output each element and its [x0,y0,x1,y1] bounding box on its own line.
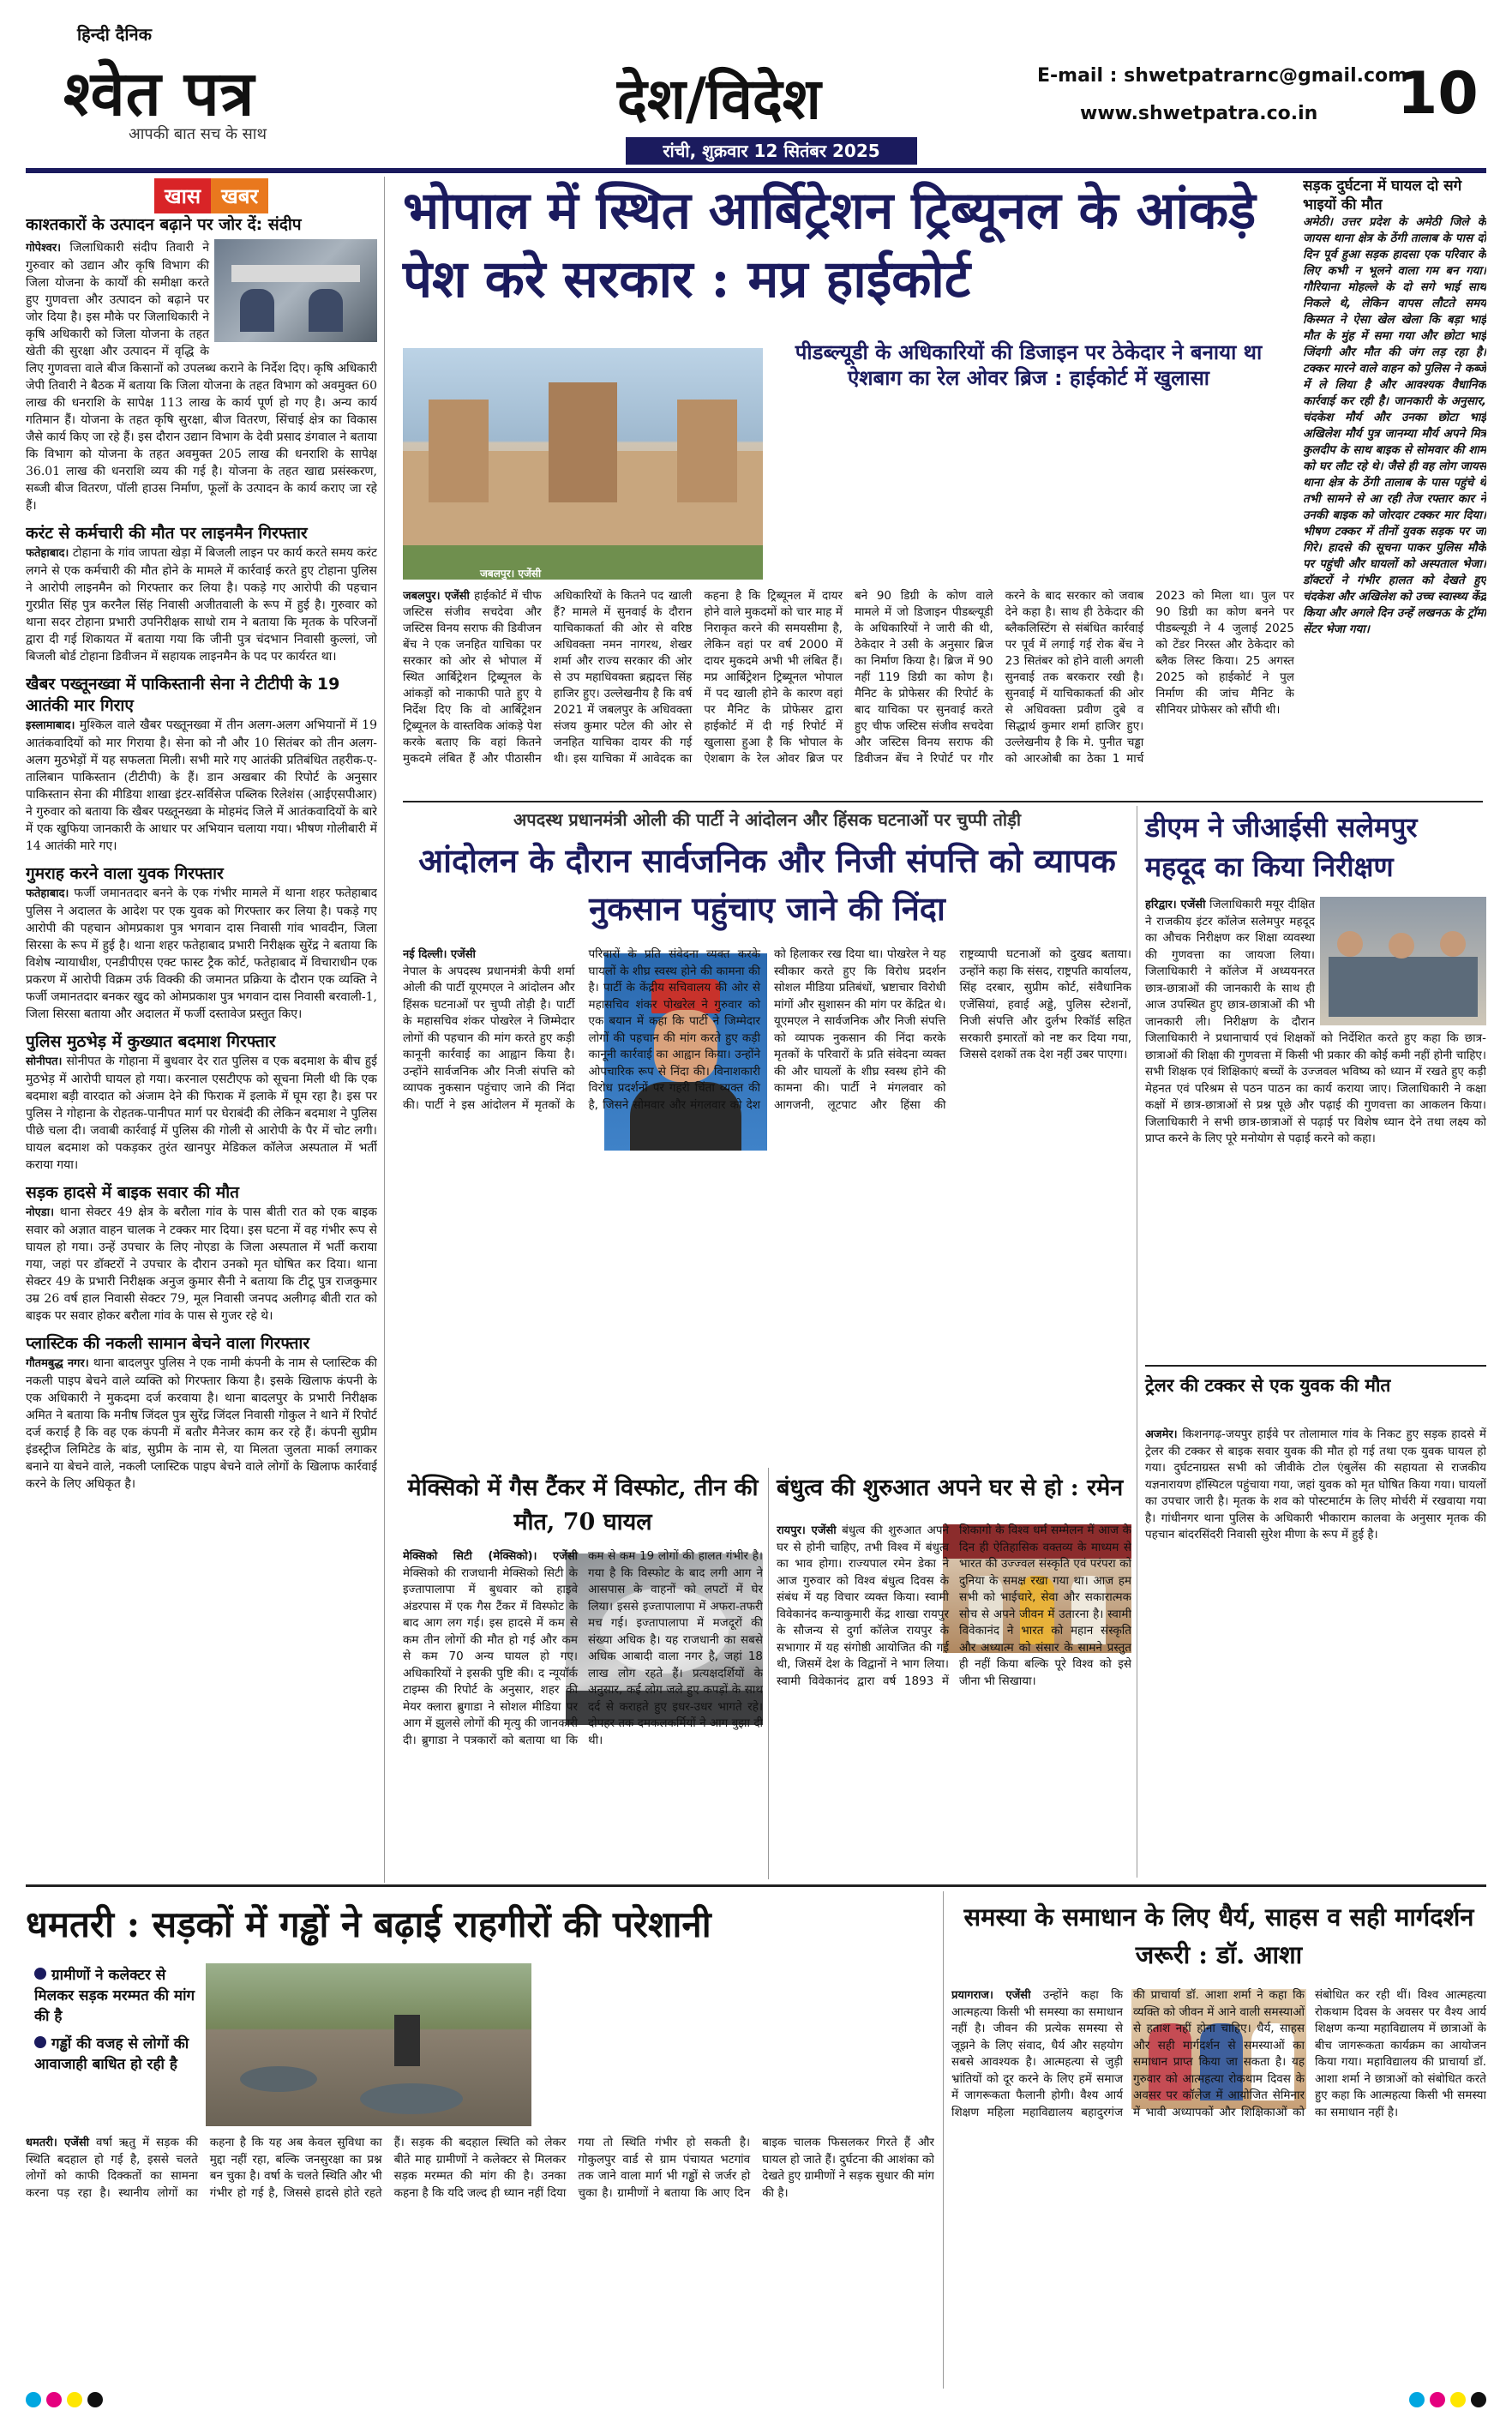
lead-headline: भोपाल में स्थित आर्बिट्रेशन ट्रिब्यूनल के आंकड़े पेश करे सरकार : मप्र हाईकोर्ट [403,181,1257,310]
trailer-body: अजमेर। किशनगढ़-जयपुर हाईवे पर तोलामाल गांव के निकट हुए सड़क हादसे में ट्रेलर की टक्कर से बाइक सवार युवक की मौत हो गई तथा एक युवक घायल हो गया। दुर्घटनाग्रस्त सभी को जीवीके टोल एंबुलेंस की सहायता से राजकीय यज्ञनारायण हॉस्पिटल पहुंचाया गया, जहां युवक को मृत घोषित किया गया। घायलों का उपचार जारी है। मृतक के शव को पोस्टमार्टम के लिए मोर्चरी में रखवाया गया है। गांधीनगर थाना पुलिस के अधिकारी भीकाराम कालवा के अनुसार मृतक की पहचान बांदरसिंदरी निवासी सुरेश मीणा के रूप में हुई है। [1145,1427,1486,1542]
bullet-icon [34,2036,46,2048]
brief-body: फतेहाबाद। फर्जी जमानतदार बनने के एक गंभीर मामले में थाना शहर फतेहाबाद पुलिस ने अदालत के आदेश पर एक युवक को गिरफ्तार कर लिया है। पकड़े गए आरोपी की पहचान ओमप्रकाश पुत्र भगवान दास निवासी गांव भावदीन, जिला सिरसा के रूप में हुई है। थाना शहर फतेहाबाद प्रभारी निरीक्षक सुरेंद्र ने बताया कि विशेष न्यायाधीश, एनडीपीएस एक्ट फास्ट ट्रैक कोर्ट, फतेहाबाद में विचाराधीन एक प्रकरण में आरोपी विक्रम उर्फ विक्की की जमानत प्रक्रिया के दौरान एक व्यक्ति ने फर्जी जमानतदार बनकर खुद को ओमप्रकाश पुत्र भगवान दास निवासी बरवाली-1, जिला सिरसा बताया और अदालत में फर्जी दस्तावेज प्रस्तुत किए। [26,886,377,1021]
high-court-building-photo [403,348,763,580]
brief-headline: खैबर पख्तूनख्वा में पाकिस्तानी सेना ने टीटीपी के 19 आतंकी मार गिराए [26,675,340,715]
brief-headline: पुलिस मुठभेड़ में कुख्यात बदमाश गिरफ्तार [26,1032,276,1051]
nepal-kicker: अपदस्थ प्रधानमंत्री ओली की पार्टी ने आंदोलन और हिंसक घटनाओं पर चुप्पी तोड़ी [513,809,1021,830]
brief-headline: काश्तकारों के उत्पादन बढ़ाने पर जोर दें: संदीप [26,215,302,234]
section-title: देश/विदेश [617,65,821,132]
khabar-label: खबर [211,178,268,213]
registration-marks [26,2392,103,2407]
dhamtari-highlights [34,1965,197,2137]
bullet-icon [34,1968,46,1980]
column-divider [384,177,385,1883]
brief-headline: सड़क हादसे में बाइक सवार की मौत [26,1183,240,1202]
section-rule [1145,1365,1486,1367]
section-rule [403,801,1483,802]
khaas-khabar-column [26,214,377,1878]
right-brief-body: अमेठी। उत्तर प्रदेश के अमेठी जिले के जायस थाना क्षेत्र के ठेंगी तालाब के पास दो दिन पूर्व हुआ सड़क हादसा एक परिवार के लिए कभी न भूलने वाला गम बन गया। गौरियाना मोहल्ले के दो सगे भाई साथ निकले थे, लेकिन वापस लौटते समय किस्मत ने ऐसा खेल खेला कि बड़ा भाई मौत के मुंह में समा गया और छोटा भाई जिंदगी और मौत की जंग लड़ रहा है। टक्कर मारने वाले वाहन को पुलिस ने कब्जे में ले लिया है और आवश्यक वैधानिक कार्रवाई कर रही है। जानकारी के अनुसार, चंदकेश मौर्य और उनका छोटा भाई अखिलेश मौर्य पुत्र जानम्या मौर्य अपने मित्र कुलदीप के साथ बाइक से सोमवार की शाम को घर लौट रहे थे। जैसे ही वह लोग जायस थाना क्षेत्र के ठेंगी तालाब के पास पहुंचे थे तभी सामने से आ रही तेज रफ्तार कार ने उनकी बाइक को जोरदार टक्कर मार दिया। भीषण टक्कर में तीनों युवक सड़क पर जा गिरे। हादसे की सूचना पाकर पुलिस मौके पर पहुंची और घायलों को अस्पताल भेजा। डॉक्टरों ने गंभीर हालत को देखते हुए चंदकेश और अखिलेश को उच्च स्वास्थ्य केंद्र किया और अगले दिन उन्हें लखनऊ के ट्रॉमा सेंटर भेजा गया। [1303,215,1486,636]
page-number: 10 [1397,60,1479,128]
highlight-point: गड्ढों की वजह से लोगों की आवाजाही बाधित हो रही है [34,2035,189,2073]
brief-headline: गुमराह करने वाला युवक गिरफ्तार [26,864,224,883]
khaas-khabar-tag [154,178,268,213]
brief-body: गौतमबुद्ध नगर। थाना बादलपुर पुलिस ने एक नामी कंपनी के नाम से प्लास्टिक की नकली पाइप बेचने वाले व्यक्ति को गिरफ्तार किया है। इसके खिलाफ कंपनी के एक अधिकारी ने मुकदमा दर्ज करवाया है। थाना बादलपुर के प्रभारी निरीक्षक अमित ने बताया कि मनीष जिंदल पुत्र सुरेंद्र जिंदल निवासी गोकुल ने थाने में रिपोर्ट दर्ज कराई है कि वह एक कंपनी में बतौर मैनेजर काम कर रहे हैं। कंपनी सुप्रीम इंडस्ट्रीज लिमिटेड के बांड, सुप्रीम के नाम से, या मिलता जुलता मार्का लगाकर बनाने या बेचने वाले, नकली प्लास्टिक पाइप बेचने वाले लोगों के खिलाफ कार्रवाई करने के लिए अधिकृत है। [26,1356,377,1491]
brief-body: फतेहाबाद। टोहाना के गांव जापता खेड़ा में बिजली लाइन पर कार्य करते समय करंट लगने से एक कर्मचारी की मौत होने के मामले में कार्रवाई करते हुए टोहाना पुलिस ने आरोपी लाइनमैन को गिरफ्तार कर लिया है। पकड़े गए आरोपी की पहचान गुरप्रीत सिंह पुत्र करनैल सिंह निवासी अजीतवाली के रूप में हुई है। गुरुवार को थाना सदर टोहाना प्रभारी उपनिरीक्षक साधो राम ने बताया कि मृतक के परिजनों द्वारा दी गई शिकायत में बताया गया कि जीनी पुत्र चंदभान निवासी कुल्लां, जो बिजली बोर्ड टोहाना डिवीजन में सहायक लाइनमैन के पद पर कार्यरत था। [26,546,377,664]
website-link[interactable]: www.shwetpatra.co.in [1080,103,1318,124]
masthead-small-title: हिन्दी दैनिक [77,24,153,45]
collector-body: हरिद्वार। एजेंसी जिलाधिकारी मयूर दीक्षित ने राजकीय इंटर कॉलेज सलेमपुर महदूद का औचक निरीक्षण कर शिक्षा व्यवस्था की गुणवत्ता का जायजा लिया। जिलाधिकारी ने कॉलेज में अध्ययनरत छात्र-छात्राओं की जानकारी के साथ ही आज उपस्थित हुए छात्र-छात्राओं की भी जानकारी ली। निरीक्षण के दौरान जिलाधिकारी ने प्रधानाचार्य एवं शिक्षकों को निर्देशित करते हुए कहा कि छात्र-छात्राओं की शिक्षा की गुणवत्ता में किसी भी प्रकार की कोई कमी नहीं होनी चाहिए। सभी शिक्षक एवं शिक्षिकाएं बच्चों के उज्जवल भविष्य को ध्यान में रखते हुए कड़ी मेहनत एवं परिश्रम से पठन पाठन का कार्य कराया जाए। जिलाधिकारी ने कक्षा कक्षों में छात्र-छात्राओं से प्रश्न पूछे और पढ़ाई की गुणवत्ता का आकलन किया। जिलाधिकारी ने सभी छात्र-छात्राओं से पढ़ाई पर विशेष ध्यान देने तथा लक्ष्य को प्राप्त करने के लिए पूरे मनोयोग से पढ़ाई करने को कहा। [1145,898,1486,1145]
brief-body: नोएडा। थाना सेक्टर 49 क्षेत्र के बरौला गांव के पास बीती रात को एक बाइक सवार को अज्ञात वाहन चालक ने टक्कर मार दिया। इस घटना में वह गंभीर रूप से घायल हो गया। उन्हें उपचार के लिए नोएडा के जिला अस्पताल में भर्ती कराया गया, जहां पर डॉक्टरों ने उपचार के दौरान उनको मृत घोषित कर दिया। थाना सेक्टर 49 के प्रभारी निरीक्षक अनुज कुमार सैनी ने बताया कि टीटू पुत्र राजकुमार उम्र 26 वर्ष हाल निवासी सेक्टर 79, मूल निवासी जनपद अलीगढ़ बीती रात को बाइक पर सवार होकर बरौला गांव के पास से गुजर रहे थे। [26,1205,377,1323]
right-brief-column [1303,177,1486,794]
masthead [26,17,1486,165]
dhamtari-body: धमतरी। एजेंसी वर्षा ऋतु में सड़क की स्थिति बदहाल हो गई है, इससे चलते लोगों को काफी दिक्कतों का सामना करना पड़ रहा है। स्थानीय लोगों का कहना है कि यह अब केवल सुविधा का मुद्दा नहीं रहा, बल्कि जनसुरक्षा का प्रश्न बन चुका है। वर्षा के चलते स्थिति और भी गंभीर हो गई है, जिससे हादसे होते रहते हैं। सड़क की बदहाल स्थिति को लेकर बीते माह ग्रामीणों ने कलेक्टर से मिलकर सड़क मरम्मत की मांग की है। उनका कहना है कि यदि जल्द ही ध्यान नहीं दिया गया तो स्थिति गंभीर हो सकती है। गोकुलपुर वार्ड से ग्राम पंचायत भटगांव तक जाने वाला मार्ग भी गड्ढों से जर्जर हो चुका है। ग्रामीणों ने बताया कि आए दिन बाइक चालक फिसलकर गिरते हैं और घायल हो जाते हैं। दुर्घटना की आशंका को देखते हुए ग्रामीणों ने सड़क सुधार की मांग की है। [26,2136,934,2200]
lead-subhead: पीडब्ल्यूडी के अधिकारियों की डिजाइन पर ठेकेदार ने बनाया था ऐशबाग का रेल ओवर ब्रिज : हाईकोर्ट में खुलासा [795,340,1263,390]
nepal-headline: आंदोलन के दौरान सार्वजनिक और निजी संपत्ति को व्यापक नुकसान पहुंचाए जाने की निंदा [418,841,1116,928]
asha-body: प्रयागराज। एजेंसी उन्होंने कहा कि आत्महत्या किसी भी समस्या का समाधान नहीं है। जीवन की प्रत्येक समस्या से जूझने के लिए संवाद, धैर्य और सहयोग सबसे आवश्यक है। आत्महत्या से जुड़ी भ्रांतियों को दूर करने के लिए हमें समाज में जागरूकता फैलानी होगी। वैश्य आर्य शिक्षण महिला महाविद्यालय बहादुरगंज की प्राचार्या डॉ. आशा शर्मा ने कहा कि व्यक्ति को जीवन में आने वाली समस्याओं से हताश नहीं होना चाहिए। धैर्य, साहस और सही मार्गदर्शन से समस्याओं का समाधान प्राप्त किया जा सकता है। यह गुरुवार को आत्महत्या रोकथाम दिवस के अवसर पर कॉलेज में आयोजित सेमिनार में भावी अध्यापकों और शिक्षिकाओं को संबोधित कर रही थीं। विश्व आत्महत्या रोकथाम दिवस के अवसर पर वैश्य आर्य शिक्षण कन्या महाविद्यालय में छात्राओं के बीच जागरूकता कार्यक्रम का आयोजन किया गया। महाविद्यालय की प्राचार्या डॉ. आशा शर्मा ने छात्राओं को संबोधित करते हुए कहा कि आत्महत्या किसी भी समस्या का समाधान नहीं है। [951,1988,1486,2119]
brief-body: सोनीपत। सोनीपत के गोहाना में बुधवार देर रात पुलिस व एक बदमाश के बीच हुई मुठभेड़ में आरोपी घायल हो गया। करनाल एसटीएफ को सूचना मिली थी कि एक बदमाश बड़ी वारदात को अंजाम देने की फिराक में इलाके में घूम रहा है। इस पर पुलिस ने गोहाना के रोहतक-पानीपत मार्ग पर घेराबंदी की लेकिन बदमाश ने पुलिस पीछे चला दी। जवाबी कार्रवाई में पुलिस की गोली से आरोपी के पैर में चोट लगी। घायल बदमाश को पकड़कर तुरंत खानपुर मेडिकल कॉलेज अस्पताल में भर्ती कराया गया। [26,1055,377,1172]
bandhutva-headline: बंधुत्व की शुरुआत अपने घर से हो : रमेन [777,1475,1124,1501]
meeting-photo [214,239,377,342]
email-address[interactable]: E-mail : shwetpatrarnc@gmail.com [1037,65,1408,87]
mexico-body: मेक्सिको सिटी (मेक्सिको)। एजेंसी मेक्सिको की राजधानी मेक्सिको सिटी के इज्तापालापा में बुधवार को हाइवे अंडरपास में एक गैस टैंकर में विस्फोट के बाद आग लग गई। इस हादसे में कम से कम तीन लोगों की मौत हो गई और कम से कम 70 अन्य घायल हो गए। अधिकारियों ने इसकी पुष्टि की। द न्यूयॉर्क टाइम्स की रिपोर्ट के अनुसार, शहर की मेयर क्लारा ब्रुगाडा ने सोशल मीडिया पर आग में झुलसे लोगों की मृत्यु की जानकारी दी। ब्रुगाडा ने पत्रकारों को बताया था कि कम से कम 19 लोगों की हालत गंभीर है। गया है कि विस्फोट के बाद लगी आग ने आसपास के वाहनों को लपटों में घेर लिया। इससे इज्तापालापा में अफरा-तफरी मच गई। इज्तापालापा में मजदूरों की संख्या अधिक है। यह राजधानी का सबसे अधिक आबादी वाला नगर है, जहां 18 लाख लोग रहते हैं। प्रत्यक्षदर्शियों के अनुसार, कई लोग जले हुए कपड़ों के साथ दर्द से कराहते हुए इधर-उधर भागते रहे। दोपहर तक दमकलकर्मियों ने आग बुझा दी थी। [403,1549,763,1747]
newspaper-tagline: आपकी बात सच के साथ [129,125,267,143]
section-rule [26,1884,1486,1887]
nepal-body: नई दिल्ली। एजेंसी नेपाल के अपदस्थ प्रधानमंत्री केपी शर्मा ओली की पार्टी यूएमएल ने आंदोलन और हिंसक घटनाओं पर चुप्पी तोड़ी है। पार्टी के महासचिव शंकर पोखरेल ने जिम्मेदार लोगों की पहचान की मांग करते हुए कड़ी कानूनी कार्रवाई का आह्वान किया है। उन्होंने सार्वजनिक और निजी संपत्ति को व्यापक नुकसान पहुंचाए जाने की निंदा की। पार्टी ने इस आंदोलन में मृतकों के परिवारों के प्रति संवेदना व्यक्त करके घायलों के शीघ्र स्वस्थ होने की कामना की है। पार्टी के केंद्रीय सचिवालय की ओर से महासचिव शंकर पोखरेल ने गुरुवार को एक बयान में कहा कि पार्टी ने जिम्मेदार लोगों की पहचान की मांग करते हुए कड़ी कानूनी कार्रवाई का आह्वान किया। उन्होंने ओपचारिक रूप से निंदा की। विनाशकारी विरोध प्रदर्शनों पर गहरी चिंता व्यक्त की है, जिसने सोमवार और मंगलवार को देश को हिलाकर रख दिया था। पोखरेल ने यह स्वीकार करते हुए कि विरोध प्रदर्शन सोशल मीडिया प्रतिबंधों, भ्रष्टाचार विरोधी मांगों और सुशासन की मांग पर केंद्रित थे। यूएमएल ने सार्वजनिक और निजी संपत्ति को व्यापक नुकसान की निंदा करके मृतकों के परिवारों के प्रति संवेदना व्यक्त की और घायलों के शीघ्र स्वस्थ होने की कामना की। पार्टी ने मंगलवार को आगजनी, लूटपाट और हिंसा की राष्ट्रव्यापी घटनाओं को दुखद बताया। उन्होंने कहा कि संसद, राष्ट्रपति कार्यालय, सिंह दरबार, सुप्रीम कोर्ट, संवैधानिक एजेंसियां, हवाई अड्डे, पुलिस स्टेशनों, निजी संपत्ति और दुर्लभ रिकॉर्ड सहित सरकारी इमारतों को नष्ट कर दिया गया, जिससे दशकों तक देश नहीं उबर पाएगा। [403,947,1131,1112]
lead-body: जबलपुर। एजेंसी हाईकोर्ट में चीफ जस्टिस संजीव सचदेवा और जस्टिस विनय सराफ की डिवीजन बेंच ने एक जनहित याचिका पर सरकार को ओर से भोपाल में स्थित आर्बिट्रेशन ट्रिब्यूनल के आंकड़ों को नाकाफी पाते हुए ये निर्देश दिए कि वो आर्बिट्रेशन ट्रिब्यूनल के वास्तविक आंकड़े पेश करके बताए कि वहां कितने मुकदमे लंबित हैं और पीठासीन अधिकारियों के कितने पद खाली हैं? मामले में सुनवाई के दौरान याचिकाकर्ता की ओर से वरिष्ठ अधिवक्ता नमन नागरथ, शेखर शर्मा और राज्य सरकार की ओर से उप महाधिवक्ता ब्रह्मदत्त सिंह हाजिर हुए। उल्लेखनीय है कि वर्ष 2021 में जबलपुर के अधिवक्ता संजय कुमार पटेल की ओर से जनहित याचिका दायर की गई थी। इस याचिका में आवेदक का कहना है कि ट्रिब्यूनल में दायर होने वाले मुकदमों को चार माह में निराकृत करने की समयसीमा है, लेकिन वहां पर वर्ष 2000 में दायर मुकदमे अभी भी लंबित हैं। मप्र आर्बिट्रेशन ट्रिब्यूनल भोपाल में पद खाली होने के कारण वहां पर मैनिट के प्रोफेसर द्वारा हाईकोर्ट में दी गई रिपोर्ट में खुलासा हुआ है कि भोपाल के ऐशबाग के रेल ओवर ब्रिज पर बने 90 डिग्री के कोण वाले मामले में जो डिजाइन पीडब्ल्यूडी के अधिकारियों ने जारी की थी, ठेकेदार ने उसी के अनुसार ब्रिज का निर्माण किया है। ब्रिज में 90 नहीं 119 डिग्री का कोण है। मैनिट के प्रोफेसर की रिपोर्ट के बाद याचिका पर सुनवाई करते हुए चीफ जस्टिस संजीव सचदेवा और जस्टिस विनय सराफ की डिवीजन बेंच ने रिपोर्ट पर गौर करने के बाद सरकार को जवाब देने कहा है। साथ ही ठेकेदार की ब्लैकलिस्टिंग से संबंधित कार्रवाई पर पूर्व में लगाई गई रोक बेंच ने 23 सितंबर को होने वाली अगली सुनवाई तक बरकरार रखी है। सुनवाई में याचिकाकर्ता की ओर से अधिवक्ता प्रवीण दुबे व सिद्धार्थ कुमार शर्मा हाजिर हुए। उल्लेखनीय है कि मे. पुनीत चड्ढा को आरओबी का ठेका 1 मार्च 2023 को मिला था। पुल पर 90 डिग्री का कोण बनने पर पीडब्ल्यूडी ने 4 जुलाई 2025 को टेंडर निरस्त और ठेकेदार को ब्लैक लिस्ट किया। 25 अगस्त 2025 को हाईकोर्ट ने पुल निर्माण की जांच मैनिट के सीनियर प्रोफेसर को सौंपी थी। [403,589,1294,766]
brief-headline: करंट से कर्मचारी की मौत पर लाइनमैन गिरफ्तार [26,524,308,543]
column-divider [768,1468,769,1879]
column-divider [943,1891,944,2389]
photo-caption: जबलपुर। एजेंसी [480,568,542,580]
khaas-label: खास [154,178,211,213]
asha-headline: समस्या के समाधान के लिए धैर्य, साहस व सही मार्गदर्शन जरूरी : डॉ. आशा [963,1902,1474,1969]
mexico-headline: मेक्सिको में गैस टैंकर में विस्फोट, तीन की मौत, 70 घायल [407,1475,759,1536]
registration-marks [1409,2392,1486,2407]
brief-body: इस्लामाबाद। मुश्किल वाले खैबर पख्तूनख्वा में तीन अलग-अलग अभियानों में 19 आतंकवादियों को मार गिराया है। सेना को नौ और 10 सितंबर को तीन अलग-अलग मुठभेड़ों में यह सफलता मिली। सभी मारे गए आतंकी प्रतिबंधित तहरीक-ए-तालिबान पाकिस्तान (टीटीपी) के हैं। डान अखबार की रिपोर्ट के अनुसार पाकिस्तान सेना की मीडिया शाखा इंटर-सर्विसेज पब्लिक रिलेशंस (आईएसपीआर) ने गुरुवार को बताया कि खैबर पख्तूनख्वा के मोहमंद जिले में आतंकवादियों के बारे में एक खुफिया जानकारी के आधार पर अभियान चलाया गया। भीषण गोलीबारी में 14 आतंकी मारे गए। [26,718,377,853]
brief-body: गोपेश्वर। जिलाधिकारी संदीप तिवारी ने गुरुवार को उद्यान और कृषि विभाग की जिला योजना के कार्यों की समीक्षा करते हुए गुणवत्ता और उत्पादन को बढ़ाने पर जोर दिया है। इस मौके पर जिलाधिकारी ने कृषि अधिकारी को जिला योजना के तहत खेती की सुरक्षा और उत्पादन में वृद्धि के लिए गुणवत्ता वाले बीज किसानों को उपलब्ध कराने के निर्देश दिए। कृषि अधिकारी जेपी तिवारी ने बैठक में बताया कि जिला योजना के तहत विभाग को अवमुक्त 60 लाख की धनराशि के सापेक्ष 113 लाख के कार्य पूर्ण हो गए है। अन्य कार्य गतिमान हैं। योजना के तहत कृषि सुरक्षा, बीज वितरण, सिंचाई क्षेत्र का विकास जैसे कार्य किए जा रहे हैं। इस दौरान उद्यान विभाग के देवी प्रसाद डंगवाल ने बताया कि विभाग को योजना के तहत अवमुक्त 205 लाख की धनराशि के सापेक्ष 36.01 लाख की धनराशि व्यय की गई है। योजना के तहत खाद्य प्रसंस्करण, सब्जी बीज वितरण, पॉली हाउस निर्माण, फूलों के उत्पादन के कार्य कराए जा रहे हैं। [26,241,377,513]
trailer-headline: ट्रेलर की टक्कर से एक युवक की मौत [1145,1375,1391,1396]
dhamtari-headline: धमतरी : सड़कों में गड्ढों ने बढ़ाई राहगीरों की परेशानी [26,1903,711,1945]
registration-strip [26,2392,1486,2413]
bandhutva-body: रायपुर। एजेंसी बंधुत्व की शुरुआत अपने घर से होनी चाहिए, तभी विश्व में बंधुत्व का भाव होगा। राज्यपाल रमेन डेका ने आज गुरुवार को विश्व बंधुत्व दिवस के संबंध में यह विचार व्यक्त किया। स्वामी विवेकानंद कन्याकुमारी केंद्र शाखा रायपुर के सौजन्य से दुर्गा कॉलेज रायपुर के सभागार में यह संगोष्ठी आयोजित की गई थी, जिसमें देश के विद्वानों ने भाग लिया। स्वामी विवेकानंद द्वारा वर्ष 1893 में शिकागो के विश्व धर्म सम्मेलन में आज के दिन ही ऐतिहासिक वक्तव्य के माध्यम से भारत की उज्ज्वल संस्कृति एवं परंपरा को दुनिया के समक्ष रखा गया था। आज हम सभी को भाईचारे, सेवा और सकारात्मक सोच से अपने जीवन में उतारना है। स्वामी विवेकानंद ने भारत को महान संस्कृति और अध्यात्म को संसार के सामने प्रस्तुत ही नहीं किया बल्कि पूरे विश्व को इसे जीना भी सिखाया। [777,1524,1131,1688]
collector-headline: डीएम ने जीआईसी सलेमपुर महदूद का किया निरीक्षण [1145,811,1418,883]
newspaper-name: श्वेत पत्र [63,57,255,129]
highlight-point: ग्रामीणों ने कलेक्टर से मिलकर सड़क मरम्मत की मांग की है [34,1967,195,2025]
brief-headline: प्लास्टिक की नकली सामान बेचने वाला गिरफ्तार [26,1334,310,1353]
masthead-rule [26,168,1486,173]
pothole-road-photo [206,1963,531,2126]
right-brief-headline: सड़क दुर्घटना में घायल दो सगे भाइयों की मौत [1303,177,1462,213]
dateline: रांची, शुक्रवार 12 सितंबर 2025 [626,137,917,165]
